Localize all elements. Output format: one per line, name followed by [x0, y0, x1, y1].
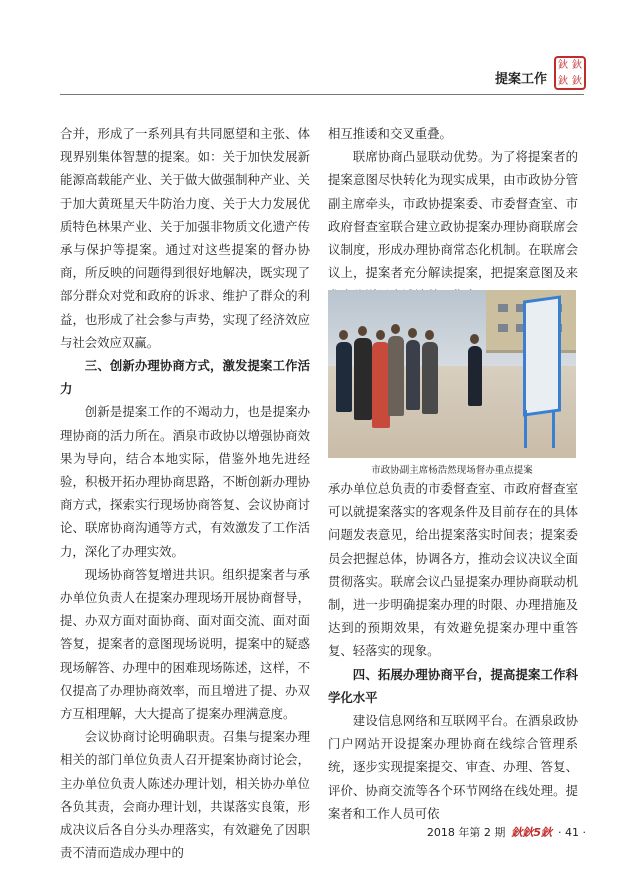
journal-seal-icon: 鈥 鈥 鈥 鈥 [554, 56, 586, 90]
left-column [60, 122, 310, 865]
issue-label: 2018 年第 2 期 [426, 826, 506, 839]
right-column-bottom [328, 477, 578, 825]
paragraph: 现场协商答复增进共识。组织提案者与承办单位负责人在提案办理现场开展协商督导，提、办双方面对面协商、面对面交流、面对面答复，提案者的意图现场说明，提案中的疑惑现场解答、办理中的困难现场陈述，这样，不仅提高了办理协商效率，而且增进了提、办双方互相理解，大大提高了提案办理满意度。 [60, 566, 310, 722]
display-board [523, 295, 561, 416]
paragraph: 相互推诿和交叉重叠。 [328, 126, 452, 141]
page-footer [427, 824, 586, 840]
journal-brand: 鈥鈥5鈥 [511, 826, 553, 839]
right-column-top [328, 122, 578, 308]
paragraph: 合并，形成了一系列具有共同愿望和主张、体现界别集体智慧的提案。如：关于加快发展新能源高载能产业、关于做大做强制种产业、关于加大黄斑星天牛防治力度、关于大力发展优质特色林果产业、关于加强非物质文化遗产传承与保护等提案。通过对这些提案的督办协商，所反映的问题得到很好地解决，既实现了部分群众对党和政府的诉求、维护了群众的利益，也形成了社会参与声势，实现了经济效应与社会效应双赢。 [60, 126, 310, 350]
header-rule [60, 94, 584, 95]
page-number: · 41 · [558, 826, 586, 839]
paragraph: 建设信息网络和互联网平台。在酒泉政协门户网站开设提案办理协商在线综合管理系统，逐步实现提案提交、审查、办理、答复、评价、协商交流等各个环节网络在线处理。提案者和工作人员可依 [328, 713, 578, 821]
paragraph: 承办单位总负责的市委督查室、市政府督查室可以就提案落实的客观条件及目前存在的具体问题发表意见，给出提案落实时间表；提案委员会把握总体，协调各方，推动会议决议全面贯彻落实。联席会议凸显提案办理协商联动机制，进一步明确提案办理的时限、办理措施及达到的预期效果，有效避免提案办理中重答复、轻落实的现象。 [328, 481, 578, 659]
paragraph: 联席协商凸显联动优势。为了将提案者的提案意图尽快转化为现实成果，由市政协分管副主席牵头，市政协提案委、市委督查室、市政府督查室联合建立政协提案办理协商联席会议制度，形成办理协商常态化机制。在联席会议上，提案者充分解读提案，把提案意图及来 [328, 149, 578, 281]
paragraph: 会议协商讨论明确职责。召集与提案办理相关的部门单位负责人召开提案协商讨论会，主办单位负责人陈述办理计划，相关协办单位各负其责，会商办理计划，共谋落实良策，形成决议后各自分头办理落实，有效避免了因职责不清而造成办理中的 [60, 729, 310, 861]
photo-caption: 市政协副主席杨浩然现场督办重点提案 [371, 465, 533, 476]
section-heading: 四、拓展办理协商平台，提高提案工作科学化水平 [328, 666, 578, 705]
page-header [0, 0, 644, 96]
inspection-photo [328, 290, 576, 458]
section-heading: 三、创新办理协商方式，激发提案工作活力 [60, 358, 310, 397]
section-label: 提案工作 [494, 72, 547, 87]
paragraph: 创新是提案工作的不竭动力，也是提案办理协商的活力所在。酒泉市政协以增强协商效果为导向，结合本地实际，借鉴外地先进经验，积极开拓办理协商思路，不断创新办理协商方式，探索实行现场协商答复、会议协商讨论、联席协商沟通等方式，有效激发了工作活力，深化了办理实效。 [60, 404, 310, 559]
